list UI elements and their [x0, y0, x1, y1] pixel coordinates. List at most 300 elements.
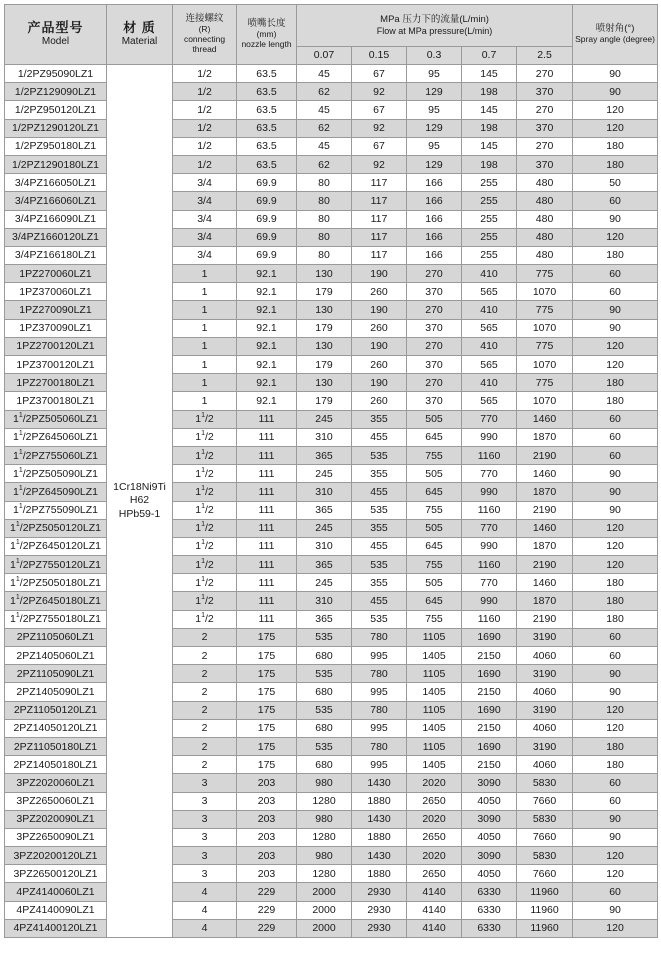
cell-length: 69.9 [237, 246, 297, 264]
thread-value: 2 [201, 631, 208, 644]
cell-flow-0.7: 990 [462, 428, 517, 446]
cell-model [5, 701, 107, 719]
cell-flow-0.15: 455 [352, 537, 407, 555]
cell-flow-2.5: 1870 [517, 592, 573, 610]
cell-flow-0.7: 770 [462, 410, 517, 428]
thread-value: 3 [201, 795, 208, 808]
cell-thread [173, 301, 237, 319]
model-code: /2PZ645090LZ1 [22, 485, 99, 498]
cell-flow-0.3: 2020 [407, 774, 462, 792]
cell-length: 69.9 [237, 210, 297, 228]
model-code: 2PZ14050180LZ1 [13, 758, 98, 771]
cell-length: 111 [237, 446, 297, 464]
cell-flow-0.15: 995 [352, 756, 407, 774]
cell-flow-0.3: 505 [407, 574, 462, 592]
cell-spray-angle: 90 [573, 65, 658, 83]
cell-spray-angle: 120 [573, 337, 658, 355]
cell-flow-0.07: 365 [297, 446, 352, 464]
model-code: 4PZ4140060LZ1 [16, 886, 95, 899]
cell-flow-2.5: 3190 [517, 737, 573, 755]
cell-flow-0.7: 145 [462, 101, 517, 119]
cell-model [5, 519, 107, 537]
cell-thread [173, 119, 237, 137]
table-row [5, 901, 658, 919]
table-row [5, 337, 658, 355]
cell-model [5, 246, 107, 264]
cell-length: 111 [237, 574, 297, 592]
cell-flow-0.7: 1160 [462, 556, 517, 574]
cell-model [5, 719, 107, 737]
cell-thread [173, 847, 237, 865]
thread-prefix: 1 [195, 449, 202, 462]
model-code: 1PZ270060LZ1 [19, 267, 92, 280]
cell-thread [173, 628, 237, 646]
cell-model [5, 446, 107, 464]
model-code: 1/2PZ1290120LZ1 [12, 122, 99, 135]
cell-flow-0.7: 3090 [462, 810, 517, 828]
cell-flow-0.15: 190 [352, 374, 407, 392]
pressure-col-3: 0.3 [407, 47, 462, 65]
cell-flow-0.7: 198 [462, 83, 517, 101]
cell-flow-0.15: 535 [352, 446, 407, 464]
cell-flow-0.15: 190 [352, 265, 407, 283]
cell-flow-0.07: 62 [297, 155, 352, 173]
thread-prefix: 1 [195, 431, 202, 444]
cell-length: 203 [237, 828, 297, 846]
cell-spray-angle: 120 [573, 919, 658, 937]
cell-model [5, 210, 107, 228]
model-code: 2PZ1105060LZ1 [16, 631, 95, 644]
cell-flow-0.7: 145 [462, 137, 517, 155]
thread-prefix: 1 [195, 613, 202, 626]
cell-thread [173, 574, 237, 592]
table-row [5, 137, 658, 155]
cell-thread [173, 174, 237, 192]
cell-model [5, 647, 107, 665]
model-code: 3/4PZ166050LZ1 [14, 176, 97, 189]
cell-length: 63.5 [237, 137, 297, 155]
model-code: 2PZ11050180LZ1 [13, 740, 98, 753]
cell-thread [173, 483, 237, 501]
cell-model [5, 774, 107, 792]
cell-model [5, 83, 107, 101]
model-fraction-sup: 1 [15, 521, 20, 529]
thread-value: 2 [201, 704, 208, 717]
cell-flow-2.5: 480 [517, 228, 573, 246]
thread-fraction-sup: 1 [201, 557, 205, 565]
cell-thread [173, 919, 237, 937]
table-row [5, 246, 658, 264]
thread-value: 4 [201, 922, 208, 935]
cell-model [5, 119, 107, 137]
cell-flow-0.3: 1405 [407, 719, 462, 737]
header-material [107, 5, 173, 65]
cell-flow-0.15: 535 [352, 501, 407, 519]
cell-flow-0.3: 270 [407, 374, 462, 392]
cell-spray-angle: 60 [573, 410, 658, 428]
cell-spray-angle: 90 [573, 810, 658, 828]
cell-model [5, 919, 107, 937]
cell-model [5, 337, 107, 355]
cell-flow-0.7: 3090 [462, 847, 517, 865]
cell-thread [173, 410, 237, 428]
cell-flow-2.5: 370 [517, 83, 573, 101]
cell-flow-0.07: 535 [297, 628, 352, 646]
table-row [5, 883, 658, 901]
thread-fraction-sup: 1 [201, 612, 205, 620]
cell-flow-0.15: 2930 [352, 901, 407, 919]
cell-flow-0.7: 1160 [462, 610, 517, 628]
cell-flow-0.07: 179 [297, 319, 352, 337]
thread-value: 3 [201, 813, 208, 826]
cell-thread [173, 519, 237, 537]
cell-model [5, 792, 107, 810]
cell-flow-0.07: 535 [297, 665, 352, 683]
cell-flow-0.07: 535 [297, 701, 352, 719]
cell-flow-0.07: 310 [297, 483, 352, 501]
model-prefix: 1 [10, 522, 16, 535]
model-prefix: 1 [12, 504, 19, 517]
cell-spray-angle: 60 [573, 192, 658, 210]
cell-thread [173, 865, 237, 883]
thread-value: 2 [201, 722, 208, 735]
cell-flow-0.7: 198 [462, 119, 517, 137]
model-code: 1PZ2700180LZ1 [16, 376, 95, 389]
thread-value: /2 [204, 413, 214, 426]
cell-flow-0.15: 92 [352, 155, 407, 173]
cell-thread [173, 101, 237, 119]
cell-flow-0.7: 410 [462, 337, 517, 355]
cell-flow-0.7: 1160 [462, 501, 517, 519]
cell-flow-0.15: 67 [352, 101, 407, 119]
header-model-zh: 产品型号 [27, 20, 84, 36]
thread-value: 1 [201, 267, 208, 280]
cell-flow-0.3: 505 [407, 465, 462, 483]
cell-spray-angle: 120 [573, 356, 658, 374]
cell-spray-angle: 180 [573, 574, 658, 592]
cell-flow-0.15: 1880 [352, 828, 407, 846]
model-code: /2PZ505060LZ1 [22, 413, 99, 426]
model-prefix: 1 [12, 485, 19, 498]
cell-flow-0.3: 129 [407, 119, 462, 137]
cell-flow-0.7: 6330 [462, 901, 517, 919]
cell-thread [173, 901, 237, 919]
cell-flow-0.07: 245 [297, 574, 352, 592]
thread-value: 3 [201, 849, 208, 862]
table-row [5, 719, 658, 737]
header-material-zh: 材 质 [123, 20, 156, 36]
cell-flow-2.5: 480 [517, 246, 573, 264]
cell-flow-0.3: 370 [407, 283, 462, 301]
model-code: 1PZ3700180LZ1 [16, 394, 95, 407]
table-row [5, 65, 658, 83]
cell-thread [173, 246, 237, 264]
cell-flow-0.07: 245 [297, 519, 352, 537]
cell-thread [173, 828, 237, 846]
cell-length: 203 [237, 774, 297, 792]
cell-spray-angle: 120 [573, 847, 658, 865]
model-prefix: 1 [12, 431, 19, 444]
cell-flow-0.15: 260 [352, 283, 407, 301]
cell-flow-0.07: 980 [297, 810, 352, 828]
model-code: 3PZ2020060LZ1 [16, 776, 95, 789]
cell-flow-0.7: 2150 [462, 647, 517, 665]
cell-flow-0.7: 565 [462, 392, 517, 410]
cell-flow-0.3: 4140 [407, 901, 462, 919]
cell-flow-0.3: 166 [407, 210, 462, 228]
thread-value: 2 [201, 667, 208, 680]
cell-thread [173, 792, 237, 810]
cell-flow-0.07: 179 [297, 356, 352, 374]
cell-length: 111 [237, 428, 297, 446]
cell-spray-angle: 60 [573, 283, 658, 301]
cell-model [5, 556, 107, 574]
cell-model [5, 374, 107, 392]
cell-flow-0.07: 2000 [297, 883, 352, 901]
model-fraction-sup: 1 [15, 539, 20, 547]
cell-length: 92.1 [237, 265, 297, 283]
model-fraction-sup: 1 [18, 430, 23, 438]
cell-flow-2.5: 11960 [517, 883, 573, 901]
cell-flow-0.7: 990 [462, 537, 517, 555]
cell-thread [173, 283, 237, 301]
thread-value: 3/4 [197, 176, 212, 189]
header-length-unit: (mm) [256, 29, 277, 40]
model-prefix: 1 [10, 558, 16, 571]
cell-flow-0.3: 645 [407, 483, 462, 501]
cell-length: 111 [237, 556, 297, 574]
cell-flow-0.7: 1690 [462, 737, 517, 755]
cell-flow-0.3: 166 [407, 174, 462, 192]
cell-length: 175 [237, 665, 297, 683]
cell-model [5, 683, 107, 701]
cell-flow-0.07: 130 [297, 337, 352, 355]
table-row [5, 374, 658, 392]
model-code: 1/2PZ950180LZ1 [14, 140, 97, 153]
table-row [5, 155, 658, 173]
cell-thread [173, 592, 237, 610]
cell-flow-0.15: 780 [352, 737, 407, 755]
cell-flow-2.5: 370 [517, 155, 573, 173]
cell-length: 203 [237, 810, 297, 828]
cell-spray-angle: 90 [573, 665, 658, 683]
thread-value: 1 [201, 358, 208, 371]
cell-flow-0.7: 2150 [462, 683, 517, 701]
cell-spray-angle: 50 [573, 174, 658, 192]
table-row [5, 265, 658, 283]
thread-value: 1/2 [197, 122, 212, 135]
model-code: 1PZ370060LZ1 [19, 285, 92, 298]
cell-flow-0.7: 410 [462, 374, 517, 392]
model-code: /2PZ6450180LZ1 [19, 595, 101, 608]
cell-length: 69.9 [237, 192, 297, 210]
cell-flow-2.5: 2190 [517, 610, 573, 628]
cell-model [5, 428, 107, 446]
cell-flow-0.3: 2650 [407, 792, 462, 810]
cell-length: 175 [237, 683, 297, 701]
cell-flow-0.7: 1160 [462, 446, 517, 464]
cell-spray-angle: 90 [573, 828, 658, 846]
model-code: /2PZ755090LZ1 [22, 504, 99, 517]
cell-spray-angle: 90 [573, 210, 658, 228]
cell-model [5, 483, 107, 501]
cell-model [5, 174, 107, 192]
cell-spray-angle: 60 [573, 428, 658, 446]
model-code: 1PZ3700120LZ1 [16, 358, 95, 371]
cell-length: 111 [237, 537, 297, 555]
model-code: 1PZ270090LZ1 [19, 304, 92, 317]
thread-value: 1 [201, 340, 208, 353]
cell-flow-2.5: 270 [517, 65, 573, 83]
thread-fraction-sup: 1 [201, 521, 205, 529]
model-code: 2PZ1405060LZ1 [16, 649, 95, 662]
model-fraction-sup: 1 [18, 448, 23, 456]
cell-length: 63.5 [237, 65, 297, 83]
model-prefix: 1 [12, 449, 19, 462]
cell-thread [173, 228, 237, 246]
cell-thread [173, 210, 237, 228]
model-code: 4PZ41400120LZ1 [13, 922, 98, 935]
thread-value: /2 [204, 595, 214, 608]
cell-flow-0.7: 255 [462, 192, 517, 210]
model-prefix: 1 [10, 576, 16, 589]
table-body [5, 65, 658, 938]
table-row [5, 501, 658, 519]
model-code: 2PZ11050120LZ1 [13, 704, 98, 717]
model-code: /2PZ645060LZ1 [22, 431, 99, 444]
cell-thread [173, 374, 237, 392]
pressure-col-2: 0.15 [352, 47, 407, 65]
cell-spray-angle: 90 [573, 301, 658, 319]
cell-model [5, 410, 107, 428]
cell-length: 92.1 [237, 301, 297, 319]
header-length-zh: 喷嘴长度 [247, 18, 286, 30]
cell-flow-0.15: 995 [352, 719, 407, 737]
cell-flow-0.3: 95 [407, 101, 462, 119]
cell-flow-0.15: 67 [352, 65, 407, 83]
thread-value: 1/2 [197, 67, 212, 80]
table-row [5, 828, 658, 846]
cell-flow-2.5: 370 [517, 119, 573, 137]
cell-flow-0.15: 355 [352, 465, 407, 483]
cell-flow-0.7: 4050 [462, 865, 517, 883]
cell-flow-0.15: 355 [352, 410, 407, 428]
cell-flow-0.15: 1430 [352, 774, 407, 792]
cell-flow-0.3: 270 [407, 301, 462, 319]
cell-flow-2.5: 270 [517, 101, 573, 119]
cell-length: 69.9 [237, 174, 297, 192]
cell-model [5, 828, 107, 846]
cell-length: 92.1 [237, 319, 297, 337]
cell-model [5, 537, 107, 555]
cell-thread [173, 356, 237, 374]
cell-flow-0.07: 365 [297, 610, 352, 628]
cell-flow-0.07: 365 [297, 556, 352, 574]
table-row [5, 792, 658, 810]
cell-flow-0.7: 3090 [462, 774, 517, 792]
cell-spray-angle: 90 [573, 901, 658, 919]
table-row [5, 446, 658, 464]
cell-flow-0.07: 62 [297, 83, 352, 101]
cell-length: 175 [237, 719, 297, 737]
cell-flow-0.15: 117 [352, 210, 407, 228]
cell-flow-0.15: 92 [352, 119, 407, 137]
thread-value: 1/2 [197, 103, 212, 116]
thread-value: 1 [201, 322, 208, 335]
cell-flow-0.7: 990 [462, 483, 517, 501]
table-row [5, 392, 658, 410]
cell-flow-0.15: 995 [352, 683, 407, 701]
cell-flow-0.07: 45 [297, 65, 352, 83]
cell-flow-0.07: 680 [297, 647, 352, 665]
cell-spray-angle: 120 [573, 101, 658, 119]
cell-thread [173, 756, 237, 774]
thread-value: /2 [204, 558, 214, 571]
cell-flow-2.5: 1070 [517, 283, 573, 301]
table-row [5, 210, 658, 228]
model-code: /2PZ5050120LZ1 [19, 522, 101, 535]
cell-length: 111 [237, 501, 297, 519]
cell-flow-0.7: 410 [462, 265, 517, 283]
thread-fraction-sup: 1 [201, 484, 205, 492]
cell-flow-2.5: 775 [517, 337, 573, 355]
cell-spray-angle: 60 [573, 628, 658, 646]
thread-prefix: 1 [195, 595, 202, 608]
cell-flow-0.15: 260 [352, 319, 407, 337]
cell-flow-0.07: 80 [297, 210, 352, 228]
cell-flow-0.3: 1405 [407, 647, 462, 665]
cell-flow-0.07: 45 [297, 101, 352, 119]
cell-spray-angle: 120 [573, 519, 658, 537]
cell-length: 111 [237, 410, 297, 428]
model-code: 1/2PZ1290180LZ1 [12, 158, 99, 171]
cell-flow-0.07: 680 [297, 719, 352, 737]
cell-flow-2.5: 775 [517, 265, 573, 283]
cell-flow-0.3: 129 [407, 83, 462, 101]
cell-length: 92.1 [237, 337, 297, 355]
cell-flow-0.07: 245 [297, 465, 352, 483]
model-code: 3PZ2650060LZ1 [16, 795, 95, 808]
model-fraction-sup: 1 [18, 484, 23, 492]
model-prefix: 1 [10, 595, 16, 608]
table-row [5, 810, 658, 828]
cell-model [5, 192, 107, 210]
cell-flow-0.3: 166 [407, 228, 462, 246]
cell-model [5, 65, 107, 83]
cell-spray-angle: 180 [573, 592, 658, 610]
cell-spray-angle: 60 [573, 265, 658, 283]
cell-spray-angle: 90 [573, 319, 658, 337]
cell-flow-0.3: 2650 [407, 865, 462, 883]
cell-flow-0.3: 1405 [407, 683, 462, 701]
cell-flow-0.15: 780 [352, 665, 407, 683]
cell-model [5, 283, 107, 301]
cell-length: 63.5 [237, 155, 297, 173]
cell-spray-angle: 180 [573, 137, 658, 155]
cell-flow-0.7: 255 [462, 210, 517, 228]
cell-length: 92.1 [237, 283, 297, 301]
cell-flow-0.07: 245 [297, 410, 352, 428]
cell-thread [173, 610, 237, 628]
cell-flow-2.5: 3190 [517, 628, 573, 646]
table-row [5, 465, 658, 483]
cell-thread [173, 428, 237, 446]
cell-flow-2.5: 480 [517, 210, 573, 228]
header-thread-zh: 连接螺纹 [185, 13, 224, 25]
header-model-en: Model [41, 36, 70, 48]
cell-flow-2.5: 5830 [517, 810, 573, 828]
cell-flow-0.15: 260 [352, 392, 407, 410]
